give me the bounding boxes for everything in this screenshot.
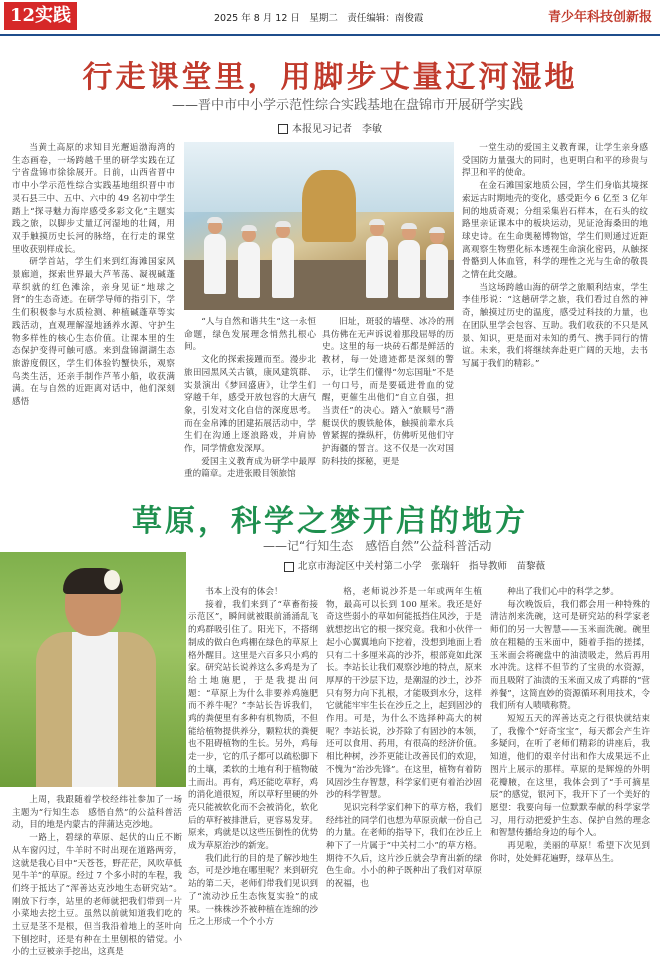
- article1-subtitle: ——晋中市中小学示范性综合实践基地在盘锦市开展研学实践: [172, 98, 524, 113]
- page-number-section-tag: 12实践: [4, 2, 77, 30]
- paragraph: 当这场跨越山海的研学之旅顺利结束，学生李佳彤说：“这趟研学之旅，我们看过自然的神奇，触摸过历史的温度，感受过科技的力量，也在团队里学会包容、互助。我们收获的不只是风景、知识，更是面对未知的勇气、携手同行的情谊。未来，我们将继续奔赴更广阔的天地，去书写属于我们的精彩。”: [462, 282, 648, 369]
- article1-byline: [0, 120, 660, 135]
- article1-column-4: [462, 142, 648, 482]
- paragraph: 种出了我们心中的科学之梦。: [507, 587, 619, 597]
- paragraph: 旧址，斑驳的墙壁、冰冷的刑具仿佛在无声诉说着那段屈辱的历史。这里的每一块砖石都是鲜活的教材，每一处遗迹都是深刻的警示，让学生们懂得“勿忘国耻”不是一句口号，而是要砥进骨血的觉醒，更催生出他们“自立自强，担当责任”的决心。踏入“旅顺号”潜艇误伏的腹铁舱体，触摸前辈水兵曾紧握的操纵杆，仿佛听见他们守护海疆的誓言。这不仅是一次对国防科技的探秘，更是: [322, 317, 454, 467]
- paragraph: 接着，我们来到了“草畜衔接示范区”，瞬间就被眼前涌涌乱飞的鸡群吸引住了。阳光下，不搭纲制成的做白色鸡棚在绿色的草原上格外醒目。这里是六百多只小鸡的家。研究站长说养这么多鸡是为了给土地施肥，于是我提出问题：“草原上为什么非要养鸡施肥而不养牛呢？”李站长告诉我们，鸡的粪便里有多种有机物质，不但能给植物提供养分，颗粒状的粪便也不阻碍植物的生长。另外，鸡每走一步，它的爪子都可以疏松脚下的土壤，柔软的土地有利于植物破土而出。再有，鸡还能吃草籽，鸡的消化道很短，所以草籽里硬的外壳只能被软化而不会被消化，软化后的草籽被排泄后，更容易发芽。原来，鸡就是以这些压倒性的优势成为草原治沙的新宠。: [188, 599, 318, 852]
- date-editor-line: 2025 年 8 月 12 日 星期二 责任编辑：南俊霞: [214, 13, 424, 24]
- paragraph: 一堂生动的爱国主义教育课，让学生亲身感受国防力量强大的同时，也更明白和平的珍贵与捍卫和平的使命。: [462, 143, 648, 179]
- paragraph: 文化的探索接踵而至。漫步北旅田园黑风关古镇，康风建筑群、实景演出《梦回盛唐》，让学生们穿越千年，感受开放包容的大唐气象，引发对文化自信的深度思考。而在金帛滩的团建拓展活动中，学生们在沟通上逐浪路戏，并肩协作，同学情愈发深厚。: [184, 355, 316, 455]
- paragraph: 一路上，碧绿的草原、起伏的山丘不断从车窗闪过，牛羊时不时出现在道路两旁，这就是我心目中“天苍苍，野茫茫，风吹草低见牛羊”的草原。经过 7 个多小时的车程，我们终于抵达了“浑善达克沙地生态研究站”。刚放下行李，站里的老师就把我们带到一片小菜地去挖土豆。虽然以前就知道我们吃的土豆是茎不是根，但当我沿着地上的茎叶向下刨挖时，还是有种在土里刨根的错觉。小小的土豆被亲手挖出，这真是: [12, 833, 182, 958]
- photo-deer-sculpture: [302, 170, 356, 242]
- paragraph: 格，老师说沙芥是一年或两年生植物，最高可以长到 100 厘米。我还是好奇这些弱小的草如何能抵挡住风沙，于是就想挖出它的根一探究竟。我和小伙伴一起小心翼翼地向下挖着，没想到地面上看只有二十多厘米高的沙芥，根部竟如此深长。李站长让我们观察沙地的特点，原来厚厚的干沙层下边，是潮湿的沙土，沙芥只有努力向下扎根，才能吸到水分，这样它就能牢牢生长在沙丘之上，起到固沙的作用。可是，为什么不选择种高大的树呢？李站长说，沙芥除了有固沙的本领，还可以食用、药用，有很高的经济价值。相比种树，沙芥更能让改善民们的欢迎，不愧为“治沙先锋”。在这里，植物有着防风固沙生存智慧，科学家们更有着治沙固沙的科学智慧。: [326, 587, 482, 801]
- byline-box-icon: [278, 124, 288, 134]
- paragraph: 书本上没有的体会！: [205, 587, 283, 597]
- photo-student: [398, 240, 420, 298]
- article1-column-2: [184, 316, 316, 482]
- photo-student: [272, 238, 294, 298]
- article2-column-3: [326, 586, 482, 966]
- article2-byline-text: 北京市海淀区中关村第二小学 张瑞轩 指导教师 苗黎薇: [298, 561, 546, 572]
- photo-student: [426, 244, 448, 298]
- photo-boy-shirt: [72, 632, 118, 787]
- header-divider: [0, 34, 660, 36]
- byline-box-icon: [284, 562, 294, 572]
- paragraph: 每次晚饭后，我们都会用一种特殊的清洁剂来洗碗，这可是研究站的科学家老师们的另一大智慧——玉米面洗碗。碗里放在粗糙的玉米面中，随着手指的搓揉，玉米面会将碗盘中的油渍吸走，然后再用水冲洗。这样不但节约了宝贵的水资源，而且吸附了油渍的玉米面又成了鸡群的“营养餐”，这简直妙的资源循环利用技术，令我们所有人啧啧称赞。: [490, 599, 650, 712]
- paragraph: “人与自然和谐共生”这一永恒命题，绿色发展理念悄然扎根心间。: [184, 317, 316, 353]
- article2-column-2: [188, 586, 318, 966]
- article1-title: 行走课堂里，用脚步丈量辽河湿地: [82, 60, 578, 95]
- article1-photo: [184, 142, 454, 310]
- paragraph: 上周，我跟随着学校经纬社参加了一场主题为“行知生态 感悟自然”的公益科普活动，目的地是内蒙古的萍蒲达克沙地。: [12, 795, 182, 831]
- paragraph: 短短五天的浑善达克之行很快就结束了，我像个“好奇宝宝”，每天都会产生许多疑问，在听了老师们精彩的讲座后，我知道，他们的艰辛付出和作大成果远不止图片上展示的那样。草原的是辉煌的外明花瓣腋，在这里，我体会到了“手可摘星辰”的感觉，银河下，我开下了一个美好的愿望：我要向每一位默默奉献的科学家学习，用行动把爱护生态、保护自然的理念和智慧传播给身边的每个人。: [490, 714, 650, 839]
- article2-byline: [284, 558, 545, 572]
- paragraph: 在金石滩国家地质公园，学生们身临其境探索远古时期地壳的变化，感受距今 6 亿至 3 亿年间的地质奇观；分组采集岩石样本，在石头的纹路里亲证课本中的板块运动，见证沧海桑田的地球史诗。在生命奥秘博物馆，学生们则通过近距离观察生物塑化标本透视生命演化密码，从触探骨骼到人体血管，科学的理性之光与生命的敬畏之情在此交融。: [462, 181, 648, 281]
- photo-student: [366, 236, 388, 298]
- paragraph: 研学首站，学生们来到红海滩国家风景廊道，探索世界最大芦苇荡、凝视碱蓬草织就的红色滩涂，亲身见证“地球之肾”的生态奇迹。在研学导师的指引下，学生们积极参与水质检测、种植碱蓬草等实践活动，直观理解湿地涵养水源、守护生物多样性的核心生态价值。让课本里的生态保护变得可触可感。来到盘锦湖湖生态旅游度假区，学生们体验钓蟹快乐，观察鸟类生活，还亲手制作芦苇小船，收获满满。在与自然的近距离对话中，他们深刻感悟: [12, 257, 175, 408]
- paragraph: 见识完科学家们种下的草方格，我们经纬社的同学们也想为草原贡献一份自己的力量。在老师的指导下，我们在沙丘上种下了一片属于“中关村二小”的草方格。期待不久后，这片沙丘就会孕育出新的绿色生命。小小的种子既种出了我们对草原的祝福，也: [326, 802, 482, 890]
- article2-subtitle: ——记“行知生态 感悟自然”公益科普活动: [263, 539, 492, 553]
- article2-column-1: [12, 794, 182, 964]
- paragraph: 爱国主义教育成为研学中最厚重的篇章。走进张殿目领旅馆: [184, 456, 316, 480]
- photo-student: [238, 242, 260, 298]
- photo-egg: [104, 570, 120, 590]
- article1-column-3: [322, 316, 454, 482]
- article1-column-1: [12, 142, 175, 530]
- article2-title: 草原，科学之梦开启的地方: [132, 504, 528, 539]
- article1-byline-text: 本报见习记者 李敏: [292, 124, 382, 135]
- paragraph: 再见啦，美丽的草原！希望下次见到你时，处处鲜花遍野，绿草丛生。: [490, 841, 650, 864]
- newspaper-brand: 青少年科技创新报: [547, 10, 652, 25]
- page-header: [0, 0, 660, 34]
- article2-column-4: [490, 586, 650, 966]
- paragraph: 当黄土高原的求知目光邂逅渤海湾的生态画卷，一场跨越千里的研学实践在辽宁省盘锦市徐徐展开。日前，山西省晋中市中小学示范性综合实践基地组织晋中市灵石县三中、五中、六中的 49 名初中学生踏上“探寻魅力海岸感受多彩文化”主题实践之旅，以脚步丈量辽河湿地的壮阔，用双手触摸历史长河的脉络，在行走的课堂里收获别样成长。: [12, 143, 175, 255]
- article2-photo: [0, 552, 186, 787]
- paragraph: 我们此行的目的是了解沙地生态，可是沙地在哪里呢？来到研究站的第二天，老师们带我们见识到了“流动沙丘生态恢复实验”的成果。一株株沙芥被种植在连绵的沙丘之上形成一个个小方: [188, 853, 318, 928]
- photo-student: [204, 234, 226, 294]
